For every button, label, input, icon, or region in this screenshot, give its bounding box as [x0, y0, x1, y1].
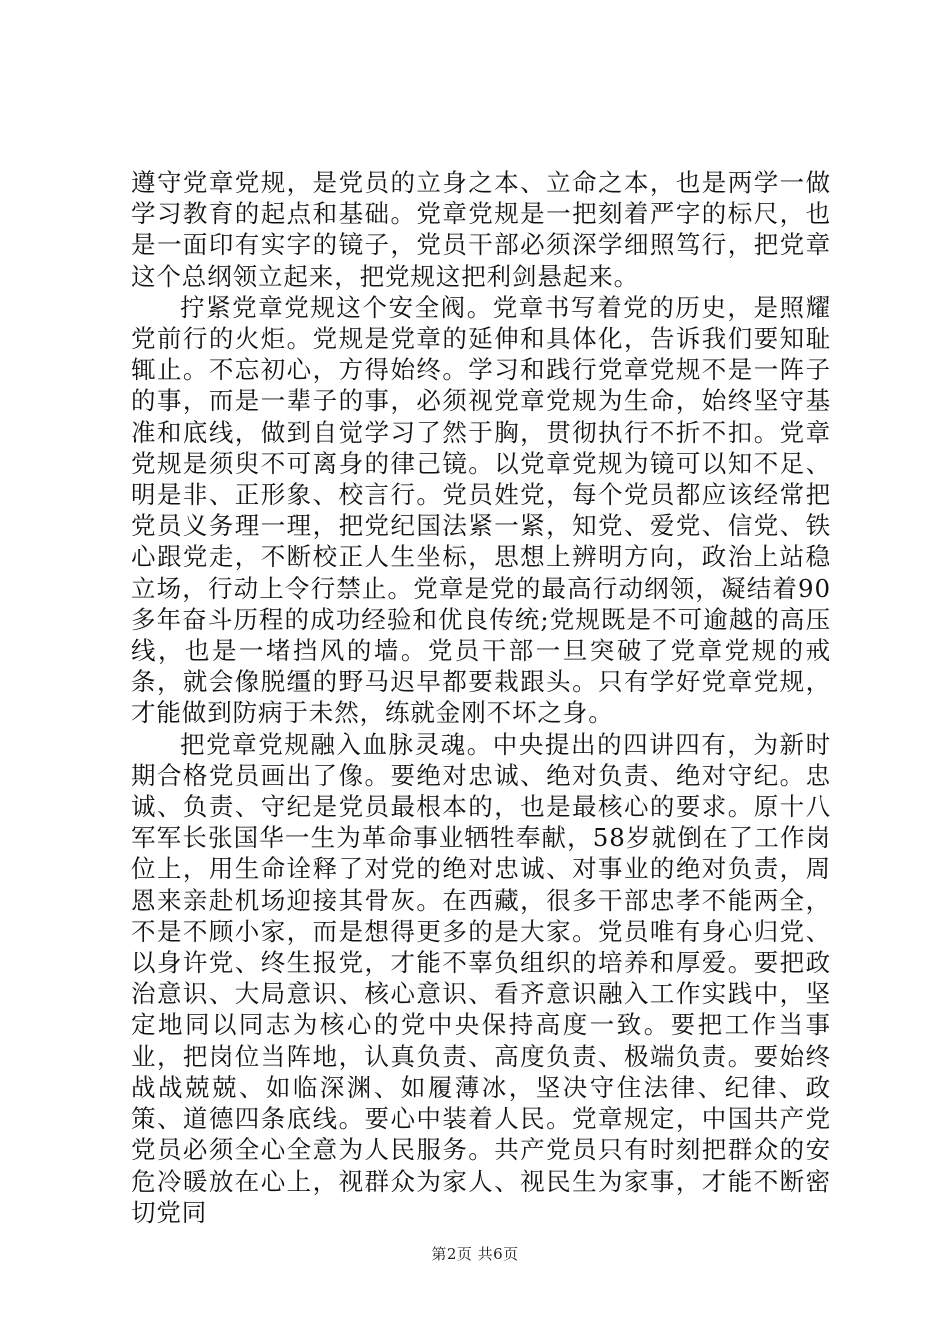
page-footer [0, 1243, 950, 1264]
paragraph-intro: 遵守党章党规，是党员的立身之本、立命之本，也是两学一做学习教育的起点和基础。党章党规是一把刻着严字的标尺，也是一面印有实字的镜子，党员干部必须深学细照笃行，把党章这个总纲领立起来，把党规这把利剑悬起来。 [131, 168, 831, 291]
document-body [131, 167, 831, 1228]
page-number: 第2页 共6页 [431, 1245, 519, 1263]
paragraph-safety-valve: 拧紧党章党规这个安全阀。党章书写着党的历史，是照耀党前行的火炬。党规是党章的延伸和具体化，告诉我们要知耻辄止。不忘初心，方得始终。学习和践行党章党规不是一阵子的事，而是一辈子的事，必须视党章党规为生命，始终坚守基准和底线，做到自觉学习了然于胸，贯彻执行不折不扣。党章党规是须臾不可离身的律己镜。以党章党规为镜可以知不足、明是非、正形象、校言行。党员姓党，每个党员都应该经常把党员义务理一理，把党纪国法紧一紧，知党、爱党、信党、铁心跟党走，不断校正人生坐标，思想上辨明方向，政治上站稳立场，行动上令行禁止。党章是党的最高行动纲领，凝结着90多年奋斗历程的成功经验和优良传统;党规既是不可逾越的高压线，也是一堵挡风的墙。党员干部一旦突破了党章党规的戒条，就会像脱缰的野马迟早都要栽跟头。只有学好党章党规，才能做到防病于未然，练就金刚不坏之身。 [131, 292, 831, 728]
paragraph-blood-soul: 把党章党规融入血脉灵魂。中央提出的四讲四有，为新时期合格党员画出了像。要绝对忠诚、绝对负责、绝对守纪。忠诚、负责、守纪是党员最根本的，也是最核心的要求。原十八军军长张国华一生为革命事业牺牲奉献，58岁就倒在了工作岗位上，用生命诠释了对党的绝对忠诚、对事业的绝对负责，周恩来亲赴机场迎接其骨灰。在西藏，很多干部忠孝不能两全，不是不顾小家，而是想得更多的是大家。党员唯有身心归党、以身许党、终生报党，才能不辜负组织的培养和厚爱。要把政治意识、大局意识、核心意识、看齐意识融入工作实践中，坚定地同以同志为核心的党中央保持高度一致。要把工作当事业，把岗位当阵地，认真负责、高度负责、极端负责。要始终战战兢兢、如临深渊、如履薄冰，坚决守住法律、纪律、政策、道德四条底线。要心中装着人民。党章规定，中国共产党党员必须全心全意为人民服务。共产党员只有时刻把群众的安危冷暖放在心上，视群众为家人、视民生为家事，才能不断密切党同 [131, 729, 831, 1227]
